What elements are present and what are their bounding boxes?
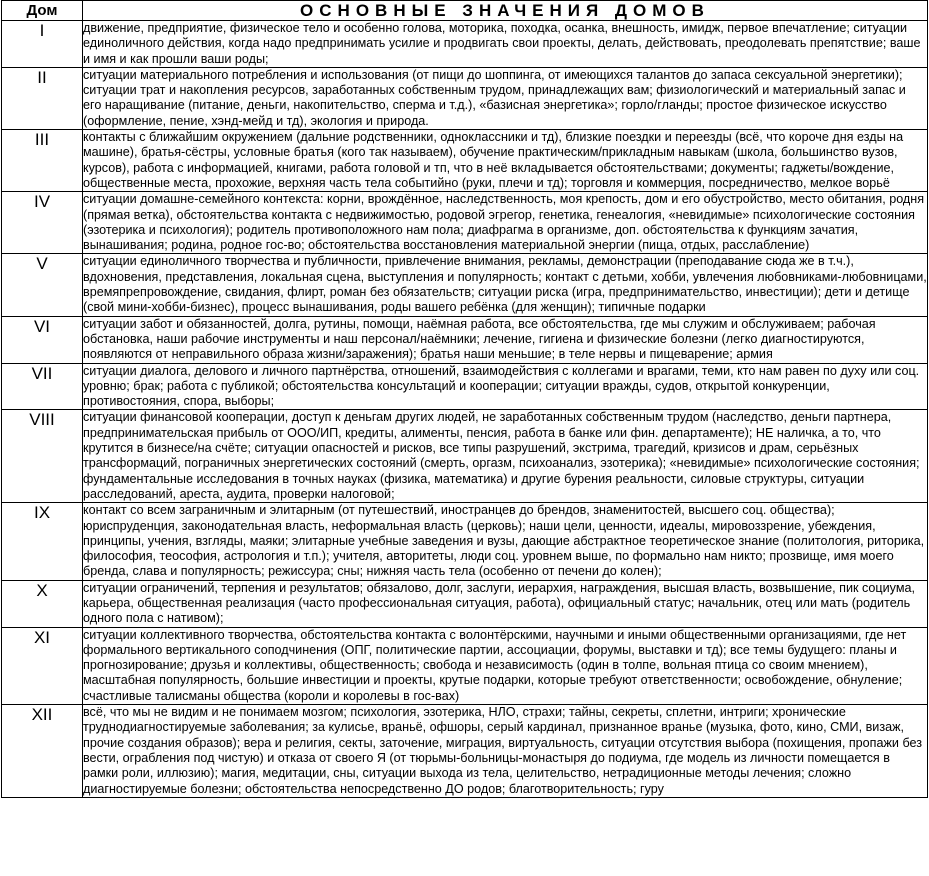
house-number: II [2,67,83,129]
house-number: XII [2,705,83,798]
house-description: контакты с ближайшим окружением (дальние родственники, одноклассники и тд), близкие поездки и переезды (всё, что короче дня езды на машине), братья-сёстры, условные братья (кого так называем), обучение практическим/прикладным навыкам (школа, большинство вузов, курсов), работа с информацией, книгами, работа головой и тп, что в неё вкладывается обстоятельствами; документы; гаджеты/вождение, общественные места, прохожие, верхняя часть тела событийно (руки, плечи и тд); торговля и коммерция, посредничество, мелкое ворьё [83,130,928,192]
houses-table [1,0,928,798]
house-number: VI [2,316,83,363]
table-row [2,705,928,798]
house-description: ситуации материального потребления и использования (от пищи до шоппинга, от имеющихся талантов до запаса сексуальной энергетики); ситуации трат и накопления ресурсов, заработанных собственным трудом, принадлежащих вам; физиологический и материальный запас и его наращивание (питание, деньги, накопительство, сперма и т.д.), «базисная энергетика»; горло/гланды; простое физическое искусство (оформление, пение, хэнд-мейд и тд), экология и природа. [83,67,928,129]
table-row [2,254,928,316]
house-description: ситуации забот и обязанностей, долга, рутины, помощи, наёмная работа, все обстоятельства, где мы служим и обслуживаем; рабочая обстановка, наши рабочие инструменты и наш персонал/наёмники; лечение, гигиена и физические болезни (легко диагностируются, появляются от неправильного образа жизни/заражения); братья наши меньшие; в теле нервы и пищеварение; армия [83,316,928,363]
house-description: ситуации коллективного творчества, обстоятельства контакта с волонтёрскими, научными и иными общественными организациями, где нет формального вертикального соподчинения (ОПГ, политические партии, ассоциации, форумы, выставки и тд); все темы будущего: планы и прогнозирование; друзья и коллективы, общественность; свобода и независимость (один в толпе, вольная птица со своим мнением), масштабная популярность, большие инвестиции и проекты, крутые подарки, которые требуют ответственности; освобождение, обнуление; счастливые талисманы общества (короли и королевы в гос-вах) [83,627,928,704]
header-house-label: Дом [2,1,83,21]
house-description: движение, предприятие, физическое тело и особенно голова, моторика, походка, осанка, внешность, имидж, первое впечатление; ситуации единоличного действия, когда надо предпринимать усилие и продвигать свои проекты, делать, действовать, преодолевать препятствие; ваше и имя и как прошли ваши роды; [83,21,928,68]
house-description: ситуации ограничений, терпения и результатов; обязалово, долг, заслуги, иерархия, награждения, высшая власть, возвышение, пик социума, карьера, общественная реализация (часто профессиональная ситуация, работа), официальный статус; начальник, отец или мать (родитель одного пола с нативом); [83,580,928,627]
table-row [2,580,928,627]
table-row [2,627,928,704]
table-row [2,316,928,363]
header-row [2,1,928,21]
house-number: XI [2,627,83,704]
house-description: всё, что мы не видим и не понимаем мозгом; психология, эзотерика, НЛО, страхи; тайны, секреты, сплетни, интриги; хронические труднодиагностируемые заболевания; за кулисье, враньё, офшоры, серый кардинал, признанное вранье (музыка, фото, кино, СМИ, визаж, прочие создания образов); вера и религия, секты, заточение, миграция, виртуальность, ситуации отсутствия выбора (похищения, пропажи без вести, ограбления под чистую) и отказа от своего Я (от тюрьмы-больницы-монастыря до подиума, где модель из личности помещается в рамки роли, иллюзию); магия, медитации, сны, ситуации выхода из тела, целительство, нетрадиционные методы лечения; сложно диагностируемые болезни; обстоятельства непосредственно ДО родов; благотворительность; гуру [83,705,928,798]
house-number: III [2,130,83,192]
house-description: ситуации единоличного творчества и публичности, привлечение внимания, рекламы, демонстрации (преподавание сюда же в т.ч.), вдохновения, представления, локальная сцена, выступления и популярность; контакт с детьми, хобби, увлечения любовниками-любовницами, времяпрепровождение, свидания, флирт, роман без обязательств; ситуации риска (игра, предпринимательство, инвестиции); дети и детище (свой мини-хобби-бизнес), процесс вынашивания, роды вашего ребёнка (для женщин); типичные подарки [83,254,927,315]
house-number: VIII [2,410,83,503]
house-number: IX [2,503,83,580]
house-description: ситуации домашне-семейного контекста: корни, врождённое, наследственность, моя крепость, дом и его обустройство, место обитания, родня (прямая ветка), обстоятельства контакта с недвижимостью, родовой эгрегор, генетика, генеалогия, «невидимые» психологические состояния (эзотерика и психология); родитель противоположного нам пола; диафрагма в организме, доп. обстоятельства к функциям зачатия, вынашивания; родина, родное гос-во; обстоятельства восстановления материальной энергии (пища, отдых, расслабление) [83,192,928,254]
house-number: IV [2,192,83,254]
house-number: I [2,21,83,68]
table-row [2,67,928,129]
house-number: VII [2,363,83,410]
table-row [2,130,928,192]
house-description: контакт со всем заграничным и элитарным (от путешествий, иностранцев до брендов, знаменитостей, высшего соц. общества); юриспруденция, законодательная власть, неформальная власть (церковь); наши цели, ценности, идеалы, мировоззрение, убеждения, принципы, учения, взгляды, маяки; элитарные учебные заведения и вузы, дающие абстрактное теоретическое знание (политология, риторика, философия, теософия, астрология и т.п.); учителя, авторитеты, люди соц. уровнем выше, по формально нам никто; прозвище, имя моего бренда, слава и популярность; режиссура; сны; нижняя часть тела (особенно от печени до колен); [83,503,928,580]
table-row [2,410,928,503]
house-description: ситуации финансовой кооперации, доступ к деньгам других людей, не заработанных собственным трудом (наследство, деньги партнера, предпринимательская прибыль от ООО/ИП, кредиты, алименты, пенсия, работа в банке или фин. департаменте); НЕ наличка, а то, что крутится в бизнесе/на счёте; ситуации опасностей и рисков, все типы разрушений, экстрима, трагедий, кризисов и драм, серьёзных трансформаций, пограничных энергетических состояний (смерть, оргазм, психоанализ, эзотерика); «невидимые» психологические состояния; фундаментальные исследования в точных науках (физика, математика) и другие бурения реальности, силовые структуры, ситуации расследований, ареста, аудита, проверки налоговой; [83,410,928,503]
table-row [2,503,928,580]
table-row [2,363,928,410]
house-number: V [2,254,83,316]
header-title: ОСНОВНЫЕ ЗНАЧЕНИЯ ДОМОВ [83,1,928,21]
table-row [2,21,928,68]
house-description: ситуации диалога, делового и личного партнёрства, отношений, взаимодействия с коллегами и врагами, теми, кто нам равен по духу или соц. уровню; брак; работа с публикой; обстоятельства консультаций и кооперации; ситуации вражды, судов, открытой конкуренции, противостояния, спора, выборы; [83,363,928,410]
house-number: X [2,580,83,627]
table-row [2,192,928,254]
